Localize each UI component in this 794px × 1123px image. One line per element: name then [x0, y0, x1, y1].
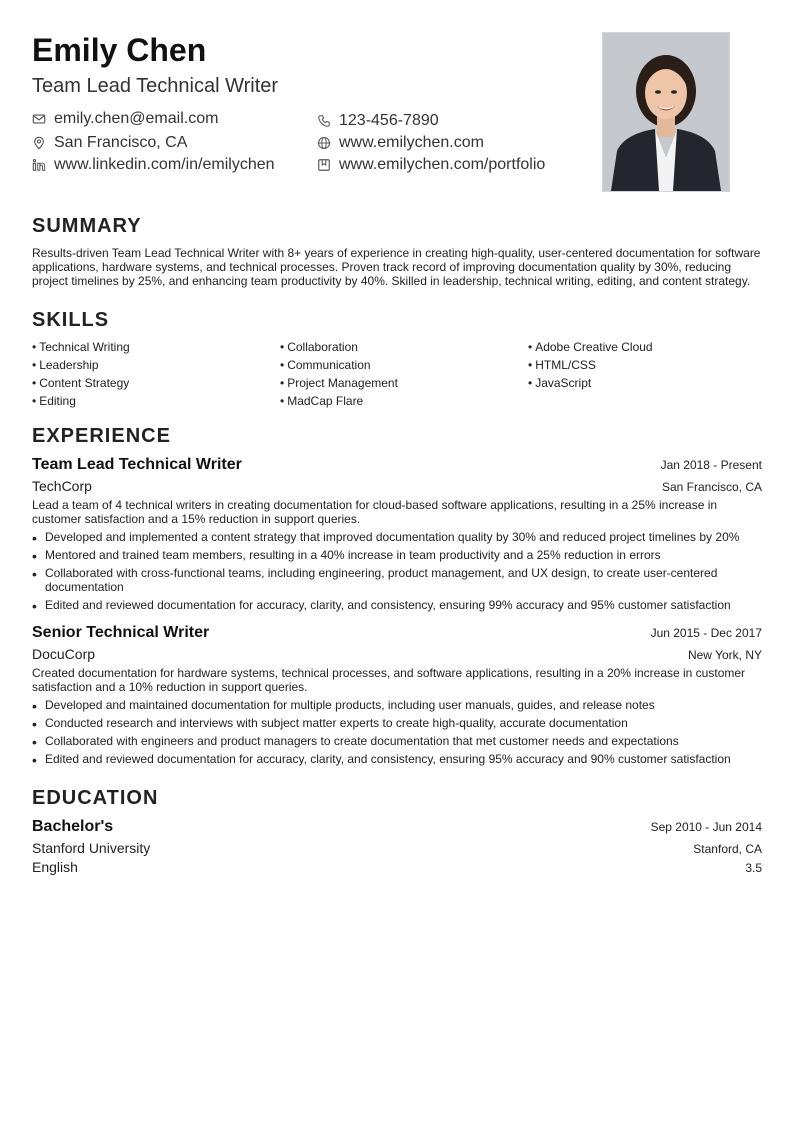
- education-field: English: [32, 859, 78, 875]
- list-item: • Conducted research and interviews with subject matter experts to create high-quality, accurate documentation: [32, 716, 762, 730]
- resume-header: [32, 32, 762, 204]
- contact-location: [32, 134, 187, 152]
- education-gpa: 3.5: [745, 861, 762, 875]
- skill-item: • Content Strategy: [32, 376, 280, 390]
- skills-list: [32, 340, 762, 408]
- skill-item: • Communication: [280, 358, 528, 372]
- portfolio-icon: [317, 158, 331, 172]
- location-pin-icon: [32, 136, 46, 150]
- job-location: New York, NY: [687, 648, 762, 662]
- skill-item: • Adobe Creative Cloud: [528, 340, 762, 354]
- job-bullets: [32, 698, 762, 766]
- contact-portfolio[interactable]: [317, 156, 545, 174]
- job-description: Created documentation for hardware systems, technical processes, and software applications, resulting in a 20% increase in customer satisfaction and a 10% reduction in support queries.: [32, 666, 746, 694]
- job-dates: Jan 2018 - Present: [660, 458, 762, 472]
- website-text: www.emilychen.com: [339, 134, 484, 151]
- contact-linkedin[interactable]: [32, 156, 275, 174]
- contact-phone[interactable]: [317, 112, 439, 130]
- job-company: TechCorp: [32, 478, 92, 494]
- list-item: • Collaborated with engineers and product managers to create documentation that met customer needs and expectations: [32, 734, 762, 748]
- list-item: • Mentored and trained team members, resulting in a 40% increase in team productivity and a 25% reduction in errors: [32, 548, 762, 562]
- education-school: Stanford University: [32, 840, 151, 856]
- job-title: Senior Technical Writer: [32, 624, 210, 641]
- skill-item: • Technical Writing: [32, 340, 280, 354]
- education-dates: Sep 2010 - Jun 2014: [650, 820, 762, 834]
- skills-heading: SKILLS: [32, 309, 110, 331]
- contact-email[interactable]: [32, 110, 218, 128]
- summary-text: Results-driven Team Lead Technical Writer with 8+ years of experience in creating high-quality, user-centered documentation for software applications, hardware systems, and technical processes. Proven track record of improving documentation quality by 30%, reducing project timelines by 25%, and enhancing team productivity by 40%. Skilled in leadership, technical writing, editing, and content strategy.: [32, 246, 761, 288]
- skill-item: • Editing: [32, 394, 280, 408]
- job-entry: [32, 624, 762, 766]
- contact-website[interactable]: [317, 134, 484, 152]
- job-company: DocuCorp: [32, 646, 96, 662]
- skill-item: • Leadership: [32, 358, 280, 372]
- job-entry: [32, 456, 762, 612]
- experience-section: [32, 424, 762, 766]
- list-item: • Edited and reviewed documentation for accuracy, clarity, and consistency, ensuring 95% accuracy and 90% customer satisfaction: [32, 752, 762, 766]
- skills-section: [32, 308, 762, 408]
- candidate-title: Team Lead Technical Writer: [32, 75, 279, 97]
- education-degree: Bachelor's: [32, 818, 114, 835]
- education-section: [32, 786, 762, 875]
- linkedin-icon: [32, 158, 46, 172]
- phone-text: 123-456-7890: [339, 112, 439, 129]
- list-item: • Developed and implemented a content strategy that improved documentation quality by 30% and reduced project timelines by 20%: [32, 530, 762, 544]
- list-item: • Edited and reviewed documentation for accuracy, clarity, and consistency, ensuring 99% accuracy and 95% customer satisfaction: [32, 598, 762, 612]
- candidate-name: Emily Chen: [32, 32, 207, 68]
- portfolio-text: www.emilychen.com/portfolio: [339, 156, 546, 173]
- list-item: • Collaborated with cross-functional teams, including engineering, product management, and UX design, to create user-centered documentation: [32, 566, 762, 594]
- skill-item: • Collaboration: [280, 340, 528, 354]
- list-item: • Developed and maintained documentation for multiple products, including user manuals, guides, and release notes: [32, 698, 762, 712]
- skill-item: • Project Management: [280, 376, 528, 390]
- summary-section: [32, 214, 762, 288]
- email-text: emily.chen@email.com: [54, 110, 219, 127]
- skill-item: • HTML/CSS: [528, 358, 762, 372]
- portrait-image: [603, 33, 729, 191]
- phone-icon: [317, 114, 331, 128]
- resume-page: [32, 32, 762, 875]
- experience-heading: EXPERIENCE: [32, 425, 171, 447]
- education-heading: EDUCATION: [32, 787, 159, 809]
- education-location: Stanford, CA: [693, 842, 762, 856]
- profile-photo: [602, 32, 730, 192]
- skill-item: • JavaScript: [528, 376, 762, 390]
- envelope-icon: [32, 112, 46, 126]
- linkedin-text: www.linkedin.com/in/emilychen: [54, 156, 275, 173]
- location-text: San Francisco, CA: [54, 134, 188, 151]
- summary-heading: SUMMARY: [32, 215, 142, 237]
- globe-icon: [317, 136, 331, 150]
- skill-item: • MadCap Flare: [280, 394, 528, 408]
- job-title: Team Lead Technical Writer: [32, 456, 242, 473]
- job-location: San Francisco, CA: [661, 480, 762, 494]
- job-bullets: [32, 530, 762, 612]
- job-description: Lead a team of 4 technical writers in creating documentation for cloud-based software applications, resulting in a 25% increase in customer satisfaction and a 15% reduction in support queries.: [32, 498, 718, 526]
- job-dates: Jun 2015 - Dec 2017: [650, 626, 762, 640]
